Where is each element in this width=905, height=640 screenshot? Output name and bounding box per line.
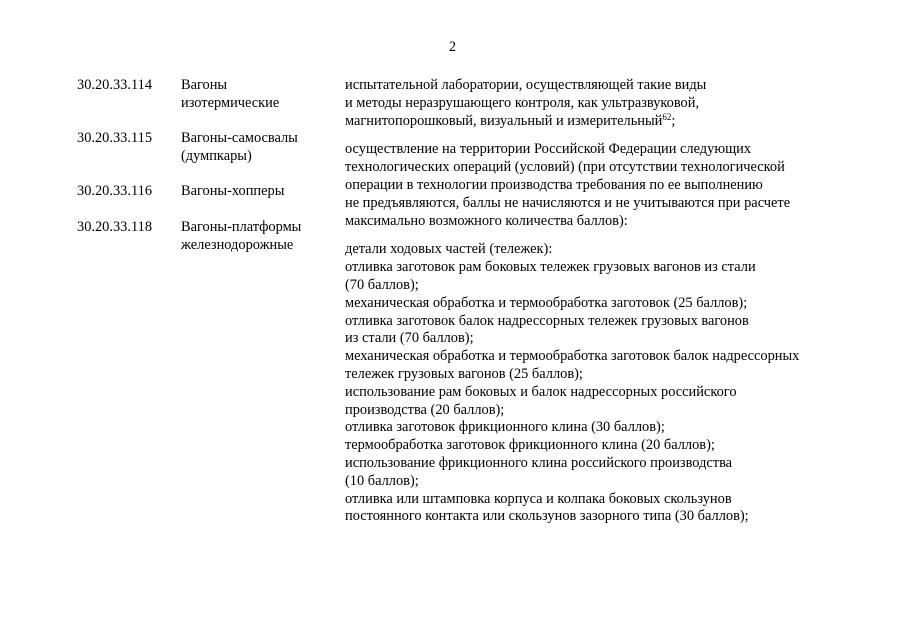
names-column — [181, 77, 331, 272]
requirements-paragraph-3: детали ходовых частей (тележек): отливка заготовок рам боковых тележек грузовых вагонов из стали (70 баллов); механическая обработка и термообработка заготовок (25 баллов); отливка заготовок балок надрессорных тележек грузовых вагонов из стали (70 баллов); механическая обработка и термообработка заготовок балок надрессорных тележек грузовых вагонов (25 баллов); использование рам боковых и балок надрессорных российского производства (20 баллов); отливка заготовок фрикционного клина (30 баллов); термообработка заготовок фрикционного клина (20 баллов); использование фрикционного клина российского производства (10 баллов); отливка или штамповка корпуса и колпака боковых скользунов постоянного контакта или скользунов зазорного типа (30 баллов); — [345, 241, 800, 525]
requirements-paragraph-1: испытательной лаборатории, осуществляющей такие виды и методы неразрушающего контроля, как ультразвуковой, магнитопорошковый, визуальный и измерительный$^{62}$; — [345, 77, 707, 129]
row-name: Вагоны-платформы железнодорожные — [181, 219, 302, 253]
row-code: 30.20.33.116 — [77, 183, 153, 199]
row-name: Вагоны изотермические — [181, 77, 280, 111]
footnote-ref[interactable]: 62 — [662, 111, 672, 122]
requirements-paragraph-2: осуществление на территории Российской Федерации следующих технологических операций (условий) (при отсутствии технологической операции в технологии производства требования по ее выполнению не предъявляются, баллы не начисляются и не учитываются при расчете максимально возможного количества баллов): — [345, 141, 791, 229]
row-name: Вагоны-хопперы — [181, 183, 285, 199]
row-code: 30.20.33.114 — [77, 77, 153, 93]
row-code: 30.20.33.118 — [77, 219, 153, 235]
requirements-column — [345, 77, 865, 526]
page-number: 2 — [448, 39, 457, 55]
row-code: 30.20.33.115 — [77, 130, 153, 146]
codes-column — [77, 77, 177, 272]
row-name: Вагоны-самосвалы (думпкары) — [181, 130, 298, 164]
